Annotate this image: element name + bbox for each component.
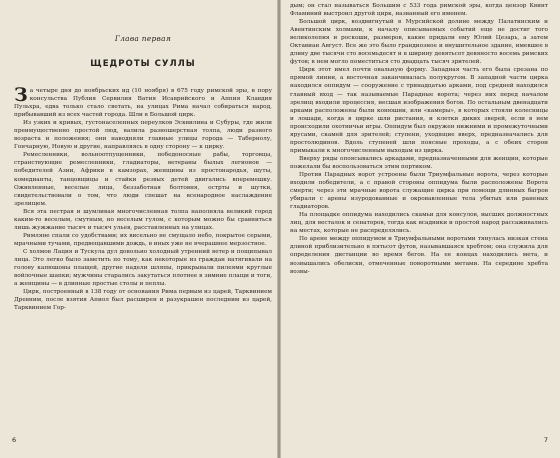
chapter-heading: Глава первая bbox=[114, 34, 172, 43]
paragraph: Против Парадных ворот устроены были Триумфальные ворота, через которые входили победители, а с правой стороны оппидума были расположены Ворота смерти; через эти мрачные ворота служащие цирка при помощи длинных багров убирали с арены изуродованные и окровавленные тела убитых или раненых гладиаторов. bbox=[290, 171, 548, 211]
paragraph: Из узких и кривых, густонаселенных переулков Эсквилина и Субуры, где жили преимущественно простой люд, валила разношерстная толпа, люди разного возраста и положения; они наводняли главные улицы города — Табернолу, Гончарную, Новую и другие, направляясь в одну сторону — к цирку. bbox=[14, 120, 272, 151]
paragraph-text: а четыре дня до ноябрьских ид (10 ноября) в 675 году римской эры, в пору консульства Публия Сервилия Ватия Исаврийского и Аппия Клавдия Пульхра, едва только стало светать, на улицах Рима начал собираться народ, прибывавший из всех частей города. Шли в Большой цирк. bbox=[14, 88, 272, 119]
chapter-title: ЩЕДРОТЫ СУЛЛЫ bbox=[90, 59, 196, 69]
page-number-right: 7 bbox=[543, 436, 548, 444]
right-page bbox=[280, 0, 560, 458]
drop-cap: З bbox=[14, 84, 28, 106]
paragraph: Вся эта пестрая и шумливая многочисленная толпа наполняла великий город каким-то веселым, смутным, но веселым гулом, с которым можно бы сравниться лишь жужжание тысяч и тысяч ульев, расставленных на улицах. bbox=[14, 208, 272, 231]
paragraph: Большой цирк, воздвигнутый в Мурсийской долине между Палатинским и Авентинским холмами, к началу описываемых событий еще не достиг того великолепия и роскоши, размеров, какие придали ему Юлий Цезарь, а затем Октавиан Август. Все же это было грандиозное и внушительное здание, имевшее в длину две тысячи сто восемьдесят и в ширину девятьсот девяносто восемь римских футов; в нем могло поместиться сто двадцать тысяч зрителей. bbox=[290, 19, 548, 66]
paragraph: Цирк, построенный в 138 году от основания Рима первым из царей, Тарквинием Древним, после взятия Апиол был расширен и разукрашен последним из царей, Тарквинием Гор- bbox=[14, 289, 272, 312]
paragraph: Ремесленники, вольноотпущенники, победоносные рабы, торговцы, странствующие ремесленники, гладиаторы, ветераны былых легионов — победителей Азии, Африки в камзорах, женщины из простонародья, шуты, комедианты, танцовщицы и стайки резвых детей двигались вперемешку. Оживленные, веселые лица, беззаботная болтовня, острты и шутки, свидетельствовали о том, что люди спешат на всенародное наслаждение зрелищем. bbox=[14, 152, 272, 207]
paragraph: На площадке оппидума находились скамьи для консулов, высших должностных лиц, для весталок и сенаторов, тогда как всадники и простой народ рассаживались на местах, которые не распределялись. bbox=[290, 212, 548, 235]
book-gutter bbox=[277, 0, 281, 458]
left-page-body bbox=[14, 84, 272, 312]
paragraph bbox=[14, 84, 272, 119]
paragraph-continued: дым; он стал называться Большим с 533 года римской эры, когда цензор Квинт Фламиний выстроил другой цирк, названный его именем. bbox=[290, 3, 548, 18]
paragraph: По арене между оппидумом и Триумфальными воротами тянулась низкая стена длиной приблизительно в пятьсот футов, называвшаяся хребтом; она служила для определения дистанции во время бегов. На ее концах находились мета, и возвышались обелиски, отмеченные поворотными метами. На середине хребта возвы- bbox=[290, 236, 548, 275]
page-number-left: 6 bbox=[12, 436, 17, 444]
paragraph: Римляне спали со удобствами; их висельно не смущало небо, покрытое серыми, мрачными тучами, предвещавшими дождь, в иных уже не вчерашнее мерзостное. bbox=[14, 232, 272, 247]
paragraph: С холмов Лация и Тускула дул довольно холодный утренний ветер и пощипывал лица. Это легко было заметить по тому, как некоторые из граждан натягивали на голову капюшоны плащей, другие надели шляпы, прикрывали пилеями круглые войлочные шапки; мужчины старались закутаться плотнее в зимние плащи и тоги, а женщины — в длинные простые столы и пеплы. bbox=[14, 248, 272, 288]
paragraph: Вверху ряды опоясывались аркадами, предназначенными для женщин, которые пожелали бы воспользоваться этим портиком. bbox=[290, 155, 548, 170]
left-page bbox=[0, 0, 278, 458]
paragraph: Цирк этот имел почти овальную форму. Западная часть его была срезана по прямой линии, а восточная заканчивалась полукругом. В западной части цирка находился оппидум — сооружение с тринадцатью арками, под средней находился главный вход — так называемые Парадные ворота; через них перед началом зрелищ входили процессия, несшая изображения богов. По остальным двенадцати арками расположены были конюшни, или «камеры», в которых стояли колесницы и лошади, когда в цирке шли ристания, и клетки диких зверей, если в нем происходили охотничьи игры. Оппидум был окружен нижними и промежуточными ярусами, скамей для зрителей; ступени, уходящие вверх, предназначались для простолюдинов. Вдоль ступеней шли поясные проходы, а с обеих сторон примыкали к многочисленным выходам из цирка. bbox=[290, 67, 548, 154]
right-page-body bbox=[290, 2, 548, 276]
